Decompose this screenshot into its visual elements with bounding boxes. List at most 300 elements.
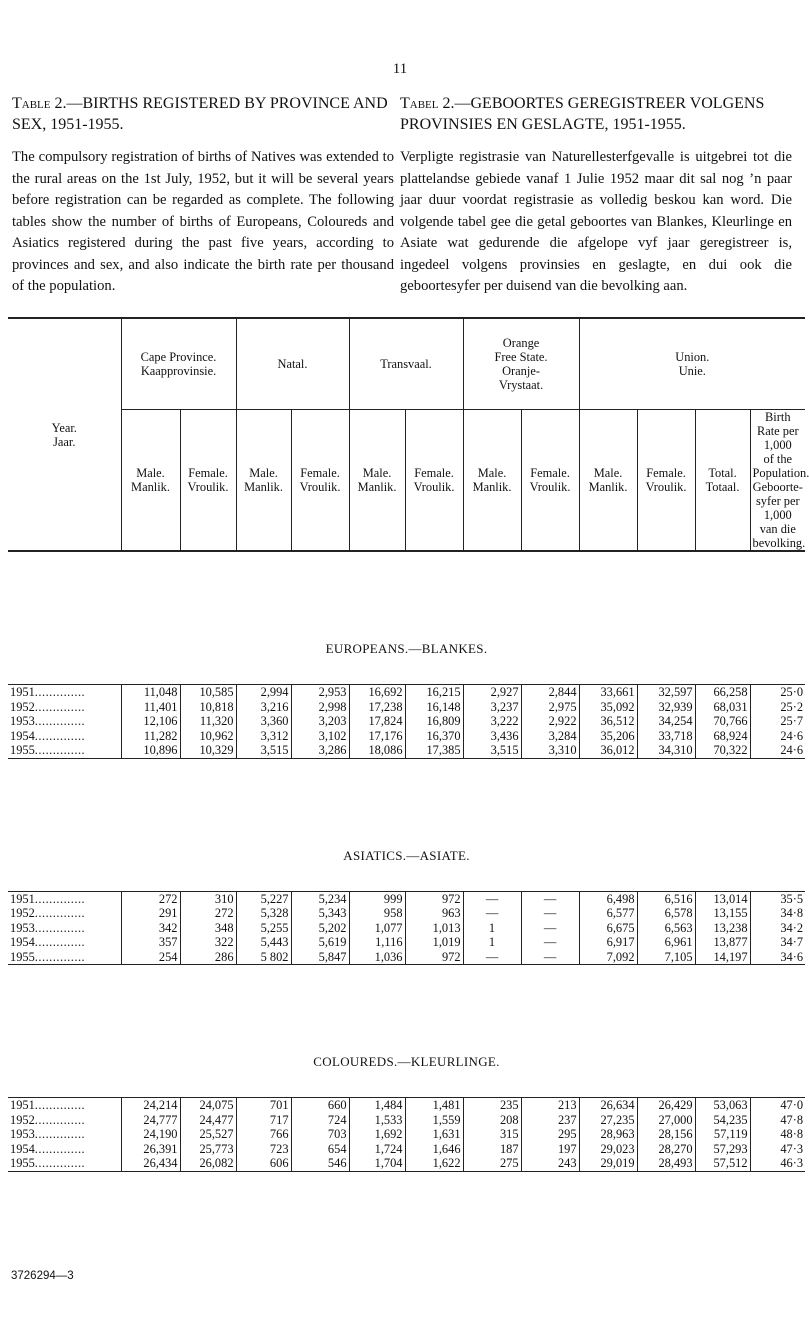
table-row: [8, 714, 805, 729]
table-cell: 1,077: [349, 921, 405, 936]
table-cell: 29,023: [579, 1142, 637, 1157]
table-cell: 16,215: [405, 685, 463, 700]
table-cell: 34·7: [750, 935, 805, 950]
table-cell: 3,436: [463, 729, 521, 744]
table-cell: 213: [521, 1098, 579, 1113]
table-cell: 1,631: [405, 1127, 463, 1142]
male-header: [236, 410, 291, 552]
province-header-orange-free-state: [463, 318, 579, 410]
table-cell: 2,998: [291, 700, 349, 715]
table-cell: 1,646: [405, 1142, 463, 1157]
table-cell: 272: [121, 891, 180, 906]
table-cell: 68,031: [695, 700, 750, 715]
year-cell: [8, 921, 121, 936]
header-line: Oranje-: [502, 364, 540, 378]
table-cell: 272: [180, 906, 236, 921]
leader-dots: ..............: [34, 699, 86, 714]
table-cell: —: [521, 950, 579, 965]
table-cell: 5,619: [291, 935, 349, 950]
table-cell: 2,953: [291, 685, 349, 700]
table-cell: 33,661: [579, 685, 637, 700]
leader-dots: ..............: [34, 1141, 86, 1156]
table-cell: 24,777: [121, 1113, 180, 1128]
header-line: Free State.: [494, 350, 548, 364]
table-cell: 53,063: [695, 1098, 750, 1113]
male-header: [121, 410, 180, 552]
table-cell: 6,516: [637, 891, 695, 906]
table-cell: 10,962: [180, 729, 236, 744]
male-header: [463, 410, 521, 552]
table-cell: 16,148: [405, 700, 463, 715]
english-column: [12, 93, 394, 298]
leader-dots: ..............: [34, 743, 86, 757]
header-line: Female.: [188, 466, 228, 480]
year-value: 1954: [10, 1141, 35, 1156]
table-cell: 766: [236, 1127, 291, 1142]
table-cell: 14,197: [695, 950, 750, 965]
table-cell: 5,343: [291, 906, 349, 921]
table-cell: 26,429: [637, 1098, 695, 1113]
province-header-natal: [236, 318, 349, 410]
table-cell: 6,961: [637, 935, 695, 950]
table-cell: 34,254: [637, 714, 695, 729]
table-cell: 5,328: [236, 906, 291, 921]
table-cell: 357: [121, 935, 180, 950]
table-cell: —: [521, 935, 579, 950]
table-cell: 13,877: [695, 935, 750, 950]
section-title: ASIATICS.—ASIATE.: [343, 847, 470, 863]
table-cell: 2,927: [463, 685, 521, 700]
male-header: [349, 410, 405, 552]
table-cell: 5,202: [291, 921, 349, 936]
header-line: Vroulik.: [529, 480, 571, 494]
table-cell: 3,216: [236, 700, 291, 715]
header-line: Vroulik.: [645, 480, 687, 494]
table-cell: 16,809: [405, 714, 463, 729]
header-line: 1,000: [763, 438, 792, 452]
section-title-row: [8, 821, 805, 892]
year-cell: [8, 1156, 121, 1171]
table-cell: 606: [236, 1156, 291, 1171]
table-cell: 27,235: [579, 1113, 637, 1128]
leader-dots: ..............: [34, 1098, 86, 1112]
table-cell: 7,105: [637, 950, 695, 965]
leader-dots: ..............: [34, 949, 86, 964]
table-cell: 24,214: [121, 1098, 180, 1113]
leader-dots: ..............: [34, 1127, 86, 1141]
english-paragraph: The compulsory registration of births of Natives was extended to the rural areas on the 1st July, 1952, but it will be several years before registration can be regarded as complete. The following tables show the number of births of Europeans, Coloureds and Asiatics registered during the past five years, according to provinces and sex, and also indicate the birth rate per thousand of the population.: [12, 149, 394, 294]
table-cell: —: [463, 950, 521, 965]
header-line: Manlik.: [472, 480, 512, 494]
table-cell: 6,578: [637, 906, 695, 921]
table-cell: 36,512: [579, 714, 637, 729]
year-cell: [8, 743, 121, 758]
table-cell: 5,234: [291, 891, 349, 906]
table-row: [8, 950, 805, 965]
table-cell: 70,322: [695, 743, 750, 758]
leader-dots: ..............: [34, 1156, 86, 1170]
table-cell: 17,824: [349, 714, 405, 729]
table-cell: 34·8: [750, 906, 805, 921]
table-cell: 654: [291, 1142, 349, 1157]
table-cell: 25,527: [180, 1127, 236, 1142]
table-cell: 3,102: [291, 729, 349, 744]
header-sex-row: [8, 410, 805, 552]
english-heading-prefix: Table 2.: [12, 95, 67, 112]
table-cell: 25,773: [180, 1142, 236, 1157]
table-cell: 6,498: [579, 891, 637, 906]
table-cell: 35,206: [579, 729, 637, 744]
afrikaans-heading-text: —GEBOORTES GEREGISTREER VOLGENS PROVINSIES EN GESLAGTE, 1951-1955.: [400, 95, 765, 133]
table-cell: 6,577: [579, 906, 637, 921]
table-cell: 2,844: [521, 685, 579, 700]
page-number: 11: [392, 61, 408, 77]
table-cell: 3,284: [521, 729, 579, 744]
table-cell: 310: [180, 891, 236, 906]
header-line: bevolking.: [752, 536, 806, 550]
header-line: Orange: [502, 336, 540, 350]
header-line: Kaapprovinsie.: [140, 364, 217, 378]
header-line: Male.: [477, 466, 507, 480]
table-cell: 1,724: [349, 1142, 405, 1157]
table-cell: 3,237: [463, 700, 521, 715]
table-cell: 254: [121, 950, 180, 965]
table-cell: 24,075: [180, 1098, 236, 1113]
header-line: Female.: [300, 466, 340, 480]
header-line: Geboorte-: [752, 480, 803, 494]
header-line: Totaal.: [705, 480, 740, 494]
header-line: Rate per: [756, 424, 799, 438]
year-value: 1952: [10, 1112, 35, 1127]
leader-dots: ..............: [34, 920, 86, 935]
table-cell: 36,012: [579, 743, 637, 758]
total-header: [695, 410, 750, 552]
header-line: of the: [763, 452, 793, 466]
table-cell: 275: [463, 1156, 521, 1171]
header-line: Vroulik.: [187, 480, 229, 494]
section-title-row: [8, 614, 805, 685]
table-cell: 3,286: [291, 743, 349, 758]
table-cell: 197: [521, 1142, 579, 1157]
table-cell: —: [463, 906, 521, 921]
table-cell: 25·0: [750, 685, 805, 700]
afrikaans-heading-prefix: Tabel 2.: [400, 95, 455, 112]
year-cell: [8, 906, 121, 921]
table-cell: 322: [180, 935, 236, 950]
province-header-transvaal: [349, 318, 463, 410]
header-line: syfer per: [755, 494, 800, 508]
table-cell: 10,585: [180, 685, 236, 700]
table-row: [8, 1156, 805, 1171]
year-value: 1955: [10, 949, 35, 964]
table-cell: 703: [291, 1127, 349, 1142]
female-header: [521, 410, 579, 552]
header-line: Unie.: [678, 364, 706, 378]
table-cell: 47·0: [750, 1098, 805, 1113]
english-heading: [12, 93, 394, 135]
section-title-row: [8, 1027, 805, 1098]
afrikaans-paragraph: Verpligte registrasie van Naturellesterfgevalle is uitgebrei tot die plattelandse gebiede vanaf 1 Julie 1952 maar dit sal nog ’n paar jaar duur voordat registrasie as volledig beskou kan word. Die volgende tabel gee die getal geboortes van Blankes, Kleurlinge en Asiate wat gedurende die afgelope vyf jaar geregistreer is, ingedeel volgens provinsies en geslagte, en dui ook die geboortesyfer per duisend van die bevolking aan.: [400, 149, 792, 294]
table-row: [8, 935, 805, 950]
table-cell: 28,493: [637, 1156, 695, 1171]
table-cell: 11,320: [180, 714, 236, 729]
year-value: 1955: [10, 1156, 35, 1170]
table-cell: 54,235: [695, 1113, 750, 1128]
table-cell: 237: [521, 1113, 579, 1128]
table-cell: 208: [463, 1113, 521, 1128]
table-cell: 13,014: [695, 891, 750, 906]
table-cell: 32,939: [637, 700, 695, 715]
table-cell: 3,310: [521, 743, 579, 758]
table-cell: 26,082: [180, 1156, 236, 1171]
province-header-union: [579, 318, 805, 410]
table-cell: 1,013: [405, 921, 463, 936]
table-cell: 13,238: [695, 921, 750, 936]
table-cell: 5,255: [236, 921, 291, 936]
year-value: 1953: [10, 920, 35, 935]
table-cell: 1,481: [405, 1098, 463, 1113]
table-cell: 1,036: [349, 950, 405, 965]
header-provinces-row: [8, 318, 805, 410]
table-cell: 3,203: [291, 714, 349, 729]
header-line: Natal.: [277, 357, 308, 371]
header-line: Cape Province.: [140, 350, 217, 364]
year-cell: [8, 1127, 121, 1142]
table-row: [8, 743, 805, 758]
table-cell: 26,391: [121, 1142, 180, 1157]
table-cell: 68,924: [695, 729, 750, 744]
table-row: [8, 1098, 805, 1113]
table-row: [8, 700, 805, 715]
table-cell: 958: [349, 906, 405, 921]
table-cell: 5,443: [236, 935, 291, 950]
table-cell: 47·8: [750, 1113, 805, 1128]
year-cell: [8, 1098, 121, 1113]
leader-dots: ..............: [34, 891, 86, 906]
table-cell: 5,847: [291, 950, 349, 965]
table-row: [8, 891, 805, 906]
table-cell: 11,282: [121, 729, 180, 744]
header-line: Male.: [249, 466, 278, 480]
table-row: [8, 906, 805, 921]
table-cell: 1,116: [349, 935, 405, 950]
section-title: COLOUREDS.—KLEURLINGE.: [313, 1054, 500, 1069]
header-line: Birth: [765, 410, 791, 424]
table-cell: 26,634: [579, 1098, 637, 1113]
table-cell: 35,092: [579, 700, 637, 715]
table-cell: 24·6: [750, 729, 805, 744]
header-line: Female.: [530, 466, 570, 480]
leader-dots: ..............: [34, 935, 86, 949]
table-cell: 701: [236, 1098, 291, 1113]
table-cell: 57,512: [695, 1156, 750, 1171]
table-cell: 6,917: [579, 935, 637, 950]
year-cell: [8, 891, 121, 906]
table-cell: 1,622: [405, 1156, 463, 1171]
header-line: Female.: [646, 466, 686, 480]
table-cell: 10,329: [180, 743, 236, 758]
header-line: van die: [759, 522, 796, 536]
leader-dots: ..............: [34, 1112, 86, 1127]
table-cell: 286: [180, 950, 236, 965]
table-cell: —: [521, 891, 579, 906]
table-cell: 6,563: [637, 921, 695, 936]
table-cell: 972: [405, 950, 463, 965]
table-cell: 35·5: [750, 891, 805, 906]
table-cell: 18,086: [349, 743, 405, 758]
table-body: [8, 318, 809, 1171]
table-cell: 34·6: [750, 950, 805, 965]
table-cell: 243: [521, 1156, 579, 1171]
table-cell: 24,190: [121, 1127, 180, 1142]
leader-dots: ..............: [34, 906, 86, 920]
table-cell: 29,019: [579, 1156, 637, 1171]
header-line: Population.: [752, 466, 809, 480]
header-line: Transvaal.: [380, 357, 432, 371]
section-title: EUROPEANS.—BLANKES.: [325, 641, 488, 656]
table-cell: 963: [405, 906, 463, 921]
table-cell: —: [521, 906, 579, 921]
table-cell: 28,156: [637, 1127, 695, 1142]
header-line: Total.: [708, 466, 737, 480]
table-cell: 7,092: [579, 950, 637, 965]
table-cell: 717: [236, 1113, 291, 1128]
table-cell: 66,258: [695, 685, 750, 700]
table-cell: 70,766: [695, 714, 750, 729]
year-cell: [8, 700, 121, 715]
header-line: Year.: [51, 420, 77, 435]
table-cell: 16,370: [405, 729, 463, 744]
table-cell: 295: [521, 1127, 579, 1142]
year-value: 1953: [10, 1127, 35, 1141]
table-cell: 6,675: [579, 921, 637, 936]
header-line: Male.: [362, 466, 392, 480]
table-cell: 26,434: [121, 1156, 180, 1171]
table-cell: 1: [463, 921, 521, 936]
table-cell: 187: [463, 1142, 521, 1157]
header-line: Vrystaat.: [498, 378, 544, 392]
table-cell: 3,515: [236, 743, 291, 758]
table-cell: 10,896: [121, 743, 180, 758]
table-cell: 17,385: [405, 743, 463, 758]
female-header: [405, 410, 463, 552]
table-cell: 235: [463, 1098, 521, 1113]
table-cell: 342: [121, 921, 180, 936]
table-row: [8, 685, 805, 700]
table-cell: 2,922: [521, 714, 579, 729]
header-line: Jaar.: [53, 434, 76, 449]
year-value: 1951: [10, 891, 35, 906]
table-cell: 10,818: [180, 700, 236, 715]
table-cell: 3,222: [463, 714, 521, 729]
header-line: Manlik.: [357, 480, 397, 494]
afrikaans-heading: [400, 93, 792, 135]
births-table: [8, 317, 809, 1172]
table-cell: 16,692: [349, 685, 405, 700]
english-heading-text: —BIRTHS REGISTERED BY PROVINCE AND SEX, 1951-1955.: [12, 95, 388, 133]
table-cell: 11,048: [121, 685, 180, 700]
table-row: [8, 729, 805, 744]
section-spacer: [8, 758, 805, 821]
table-cell: 291: [121, 906, 180, 921]
header-line: Female.: [414, 466, 454, 480]
male-header: [579, 410, 637, 552]
table-cell: 315: [463, 1127, 521, 1142]
year-value: 1955: [10, 743, 35, 757]
header-line: Manlik.: [588, 480, 628, 494]
year-cell: [8, 1142, 121, 1157]
table-cell: 972: [405, 891, 463, 906]
table-cell: 24,477: [180, 1113, 236, 1128]
table-cell: 11,401: [121, 700, 180, 715]
table-cell: 5,227: [236, 891, 291, 906]
table-cell: 1,533: [349, 1113, 405, 1128]
table-cell: 1,484: [349, 1098, 405, 1113]
table-cell: 1,559: [405, 1113, 463, 1128]
year-header: [8, 318, 121, 551]
table-cell: 57,293: [695, 1142, 750, 1157]
leader-dots: ..............: [34, 685, 86, 699]
table-cell: 348: [180, 921, 236, 936]
printer-code: 3726294—3: [11, 1270, 74, 1282]
table-row: [8, 921, 805, 936]
year-value: 1951: [10, 685, 35, 699]
province-header-cape: [121, 318, 236, 410]
table-cell: 28,270: [637, 1142, 695, 1157]
table-cell: 25·2: [750, 700, 805, 715]
table-row: [8, 1142, 805, 1157]
table-cell: 34·2: [750, 921, 805, 936]
table-cell: 999: [349, 891, 405, 906]
year-value: 1952: [10, 906, 35, 920]
year-header-label: [10, 421, 119, 449]
table-cell: 25·7: [750, 714, 805, 729]
year-value: 1951: [10, 1098, 35, 1112]
year-cell: [8, 1113, 121, 1128]
year-cell: [8, 729, 121, 744]
table-cell: 27,000: [637, 1113, 695, 1128]
leader-dots: ..............: [34, 714, 86, 728]
table-cell: 17,176: [349, 729, 405, 744]
table-cell: 1,019: [405, 935, 463, 950]
year-cell: [8, 714, 121, 729]
table-cell: 546: [291, 1156, 349, 1171]
table-cell: 24·6: [750, 743, 805, 758]
year-cell: [8, 935, 121, 950]
year-value: 1954: [10, 728, 35, 743]
header-line: Vroulik.: [299, 480, 341, 494]
afrikaans-column: [400, 93, 792, 298]
table-cell: 660: [291, 1098, 349, 1113]
header-line: Manlik.: [131, 480, 170, 494]
table-cell: 724: [291, 1113, 349, 1128]
table-cell: 57,119: [695, 1127, 750, 1142]
table-cell: 46·3: [750, 1156, 805, 1171]
table-cell: 17,238: [349, 700, 405, 715]
header-line: 1,000: [763, 508, 792, 522]
table-cell: 34,310: [637, 743, 695, 758]
table-cell: 2,975: [521, 700, 579, 715]
table-cell: 28,963: [579, 1127, 637, 1142]
table-cell: 1: [463, 935, 521, 950]
year-value: 1952: [10, 699, 35, 714]
table-row: [8, 1113, 805, 1128]
birth-rate-header: [750, 410, 809, 552]
table-cell: 723: [236, 1142, 291, 1157]
table-cell: 1,704: [349, 1156, 405, 1171]
table-cell: 12,106: [121, 714, 180, 729]
female-header: [637, 410, 695, 552]
